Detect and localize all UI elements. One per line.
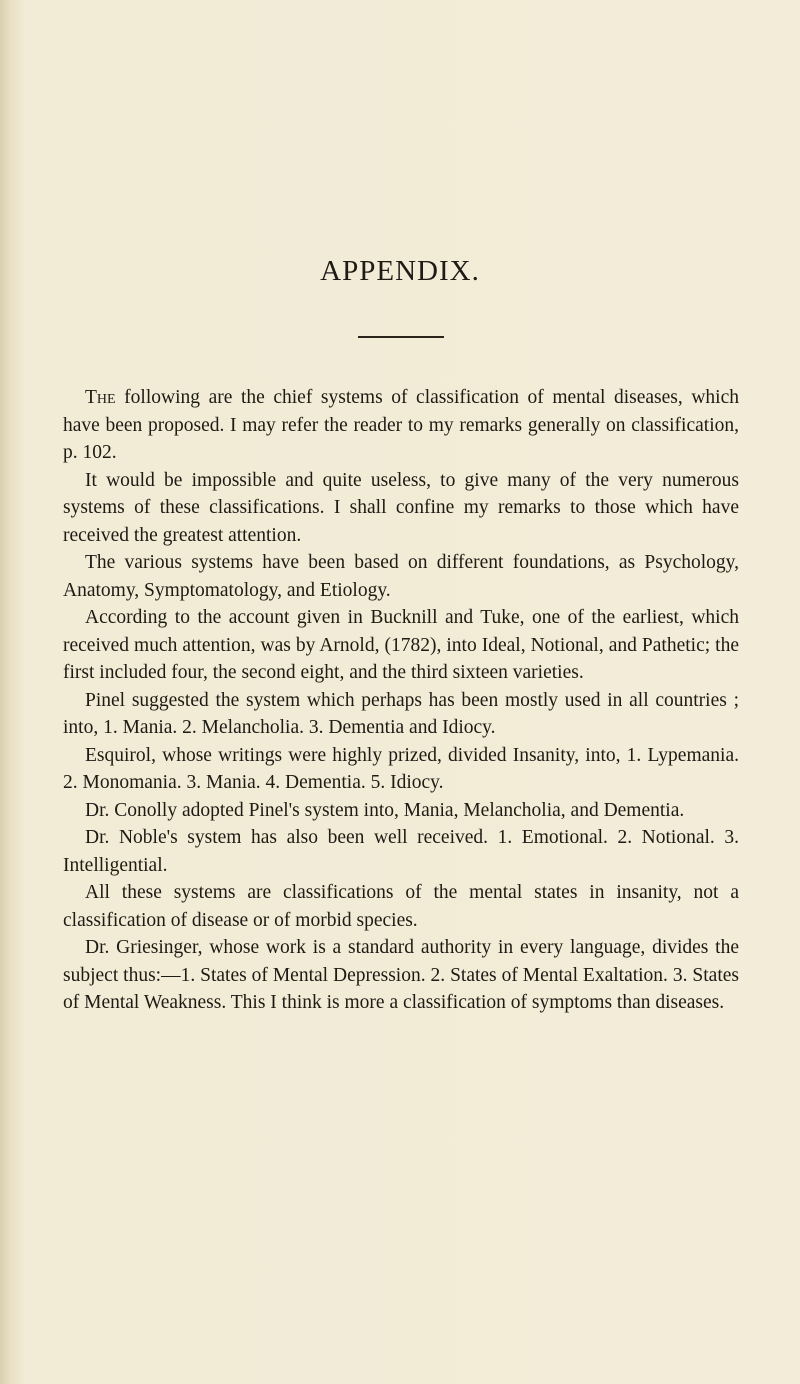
heading-rule: [358, 336, 444, 338]
paragraph-3: The various systems have been based on different foundations, as Psychology, Anatomy, Symptomatology, and Etiology.: [63, 552, 739, 601]
paragraph-1-text: following are the chief systems of classification of mental diseases, which have been proposed. I may refer the reader to my remarks generally on classification, p. 102.: [63, 387, 739, 463]
paragraph-1: [63, 384, 739, 467]
paragraph-5: Pinel suggested the system which perhaps has been mostly used in all countries ; into, 1. Mania. 2. Melancholia. 3. Dementia and Idiocy.: [63, 689, 739, 738]
appendix-heading: APPENDIX.: [320, 255, 480, 287]
paragraph-9: All these systems are classifications of the mental states in insanity, not a classification of disease or of morbid species.: [63, 882, 739, 931]
paragraph-1-lead: The: [85, 387, 116, 408]
paragraph-6: Esquirol, whose writings were highly prized, divided Insanity, into, 1. Lypemania. 2. Monomania. 3. Mania. 4. Dementia. 5. Idiocy.: [63, 744, 739, 793]
paragraph-8: Dr. Noble's system has also been well received. 1. Emotional. 2. Notional. 3. Intelligential.: [63, 827, 739, 876]
appendix-body: [63, 384, 739, 1017]
paragraph-2: It would be impossible and quite useless, to give many of the very numerous systems of these classifications. I shall confine my remarks to those which have received the greatest attention.: [63, 469, 739, 546]
paragraph-4: According to the account given in Bucknill and Tuke, one of the earliest, which received much attention, was by Arnold, (1782), into Ideal, Notional, and Pathetic; the first included four, the second eight, and the third sixteen varieties.: [63, 607, 739, 683]
paragraph-7: Dr. Conolly adopted Pinel's system into, Mania, Melancholia, and Dementia.: [85, 799, 685, 821]
paragraph-10: Dr. Griesinger, whose work is a standard authority in every language, divides the subject thus:—1. States of Mental Depression. 2. States of Mental Exaltation. 3. States of Mental Weakness. This I think is more a classification of symptoms than diseases.: [63, 937, 739, 1013]
